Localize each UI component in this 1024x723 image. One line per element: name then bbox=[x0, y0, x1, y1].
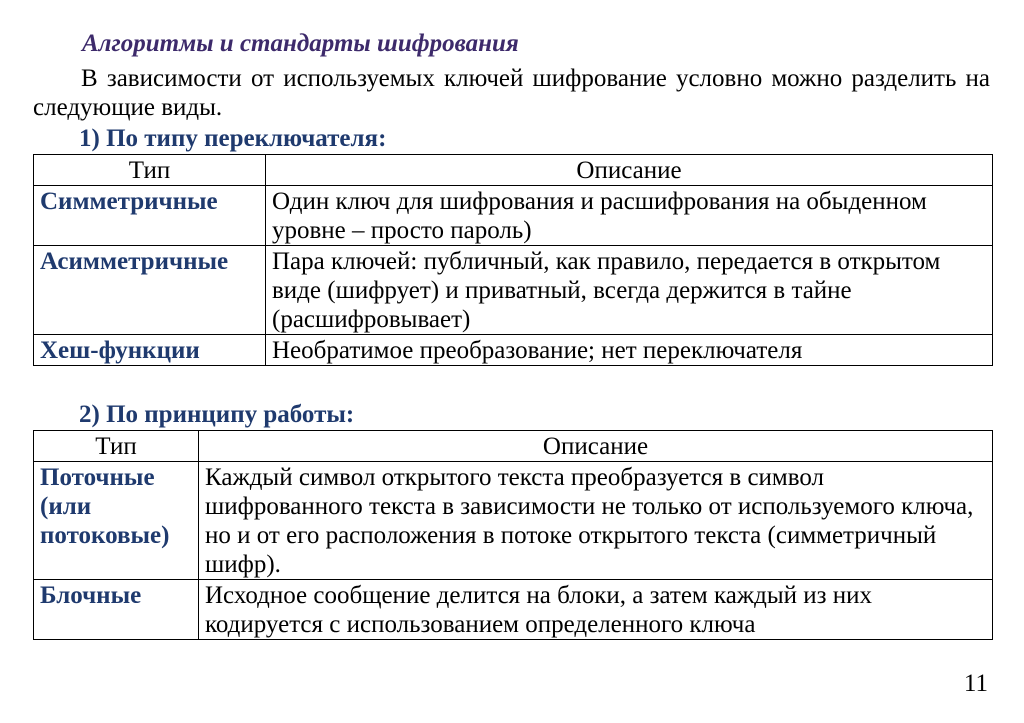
column-header-description: Описание bbox=[266, 155, 993, 186]
table-row bbox=[34, 186, 993, 246]
operation-principle-table bbox=[33, 430, 993, 640]
section-2-heading: 2) По принципу работы: bbox=[79, 401, 355, 428]
slide-title: Алгоритмы и стандарты шифрования bbox=[82, 30, 519, 57]
table-header-row bbox=[34, 155, 993, 186]
table-header-row bbox=[34, 431, 993, 462]
row-description: Пара ключей: публичный, как правило, передается в открытом виде (шифрует) и приватный, всегда держится в тайне (расшифровывает) bbox=[266, 246, 993, 335]
row-type: Хеш-функции bbox=[34, 335, 266, 366]
row-description: Каждый символ открытого текста преобразуется в символ шифрованного текста в зависимости не только от используемого ключа, но и от его расположения в потоке открытого текста (симметричный шифр). bbox=[199, 462, 993, 580]
row-type: Симметричные bbox=[34, 186, 266, 246]
row-description: Исходное сообщение делится на блоки, а затем каждый из них кодируется с использованием определенного ключа bbox=[199, 580, 993, 640]
column-header-type: Тип bbox=[34, 155, 266, 186]
page-number: 11 bbox=[963, 670, 988, 697]
row-type: Асимметричные bbox=[34, 246, 266, 335]
table-row bbox=[34, 580, 993, 640]
column-header-description: Описание bbox=[199, 431, 993, 462]
switch-type-table bbox=[33, 154, 993, 366]
table-row bbox=[34, 246, 993, 335]
column-header-type: Тип bbox=[34, 431, 199, 462]
row-description: Необратимое преобразование; нет переключателя bbox=[266, 335, 993, 366]
row-type: Блочные bbox=[34, 580, 199, 640]
row-description: Один ключ для шифрования и расшифрования на обыденном уровне – просто пароль) bbox=[266, 186, 993, 246]
section-1-heading: 1) По типу переключателя: bbox=[79, 125, 387, 152]
table-row bbox=[34, 462, 993, 580]
table-row bbox=[34, 335, 993, 366]
row-type: Поточные (или потоковые) bbox=[34, 462, 199, 580]
intro-paragraph: В зависимости от используемых ключей шифрование условно можно разделить на следующие виды. bbox=[33, 65, 990, 121]
